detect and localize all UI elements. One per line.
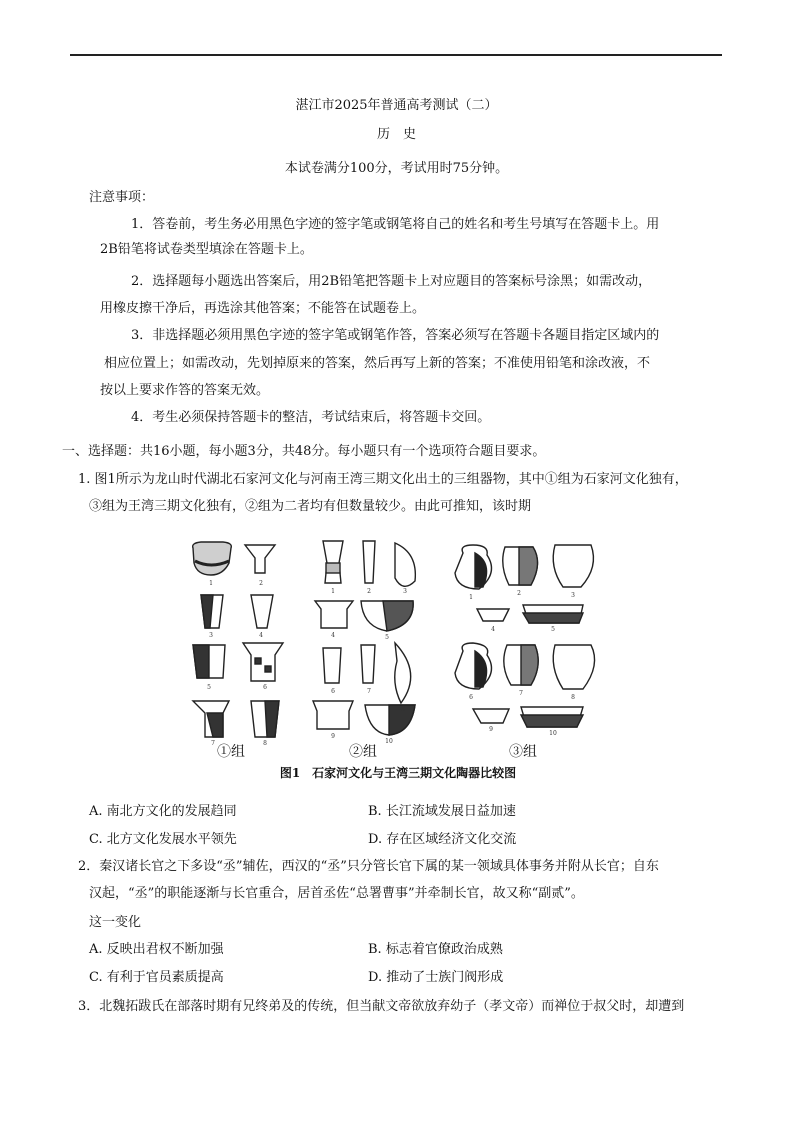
vessel-number: 8	[263, 740, 267, 747]
figure-caption: 图1 石家河文化与王湾三期文化陶器比较图	[279, 766, 517, 780]
group2-vessels	[313, 541, 415, 735]
vessel-number: 2	[367, 588, 371, 595]
vessel-number: 4	[259, 632, 263, 639]
pottery-figure	[183, 533, 613, 783]
q2-stem: 这一变化	[89, 915, 142, 930]
pottery-drawing	[183, 533, 613, 783]
group1-vessels	[193, 542, 283, 737]
vessel-number: 4	[331, 632, 335, 639]
vessel-number: 3	[209, 632, 213, 639]
q1-option-d[interactable]: D. 存在区域经济文化交流	[368, 832, 517, 847]
notice-line: 用橡皮擦干净后，再选涂其他答案；不能答在试题卷上。	[100, 301, 426, 316]
q2-stem: 汉起，“丞”的职能逐渐与长官重合，居首丞佐“总署曹事”并牵制长官，故又称“副贰”。	[89, 886, 584, 901]
vessel-number: 8	[401, 706, 405, 713]
exam-title: 湛江市2025年普通高考测试（二）	[295, 98, 498, 113]
vessel-number: 2	[517, 590, 521, 597]
vessel-number: 9	[331, 733, 335, 740]
q2-stem: 2．秦汉诸长官之下多设“丞”辅佐，西汉的“丞”只分管长官下属的某一领域具体事务并附从长官；自东	[78, 859, 659, 874]
vessel-number: 1	[331, 588, 335, 595]
vessel-number: 7	[211, 740, 215, 747]
exam-info: 本试卷满分100分，考试用时75分钟。	[284, 161, 509, 176]
vessel-number: 5	[385, 634, 389, 641]
vessel-number: 10	[549, 730, 557, 737]
vessel-number: 1	[209, 580, 213, 587]
vessel-number: 4	[491, 626, 495, 633]
notice-heading: 注意事项：	[89, 190, 155, 205]
q3-stem: 3．北魏拓跋氏在部落时期有兄终弟及的传统，但当献文帝欲放弃幼子（孝文帝）而禅位于叔父时，却遭到	[78, 999, 685, 1014]
vessel-number: 6	[469, 694, 473, 701]
group-label-1: ①组	[217, 744, 245, 760]
vessel-number: 2	[259, 580, 263, 587]
q1-stem: 1. 图1所示为龙山时代湖北石家河文化与河南王湾三期文化出土的三组器物，其中①组为石家河文化独有，	[78, 472, 688, 487]
notice-line: 1．答卷前，考生务必用黑色字迹的签字笔或钢笔将自己的姓名和考生号填写在答题卡上。用	[131, 217, 660, 232]
subject-title: 历 史	[376, 127, 416, 142]
notice-line: 2．选择题每小题选出答案后，用2B铅笔把答题卡上对应题目的答案标号涂黑；如需改动，	[131, 274, 652, 289]
vessel-number: 10	[385, 738, 393, 745]
notice-line: 按以上要求作答的答案无效。	[100, 383, 270, 398]
q1-option-a[interactable]: A. 南北方文化的发展趋同	[89, 804, 237, 819]
section-heading: 一、选择题：共16小题，每小题3分，共48分。每小题只有一个选项符合题目要求。	[62, 444, 546, 459]
group-label-2: ②组	[349, 744, 377, 760]
notice-line: 相应位置上；如需改动，先划掉原来的答案，然后再写上新的答案；不准使用铅笔和涂改液，不	[104, 356, 651, 371]
q2-option-b[interactable]: B. 标志着官僚政治成熟	[368, 942, 503, 957]
vessel-number: 5	[207, 684, 211, 691]
vessel-number: 1	[469, 594, 473, 601]
group-label-3: ③组	[509, 744, 537, 760]
q1-stem: ③组为王湾三期文化独有，②组为二者均有但数量较少。由此可推知，该时期	[89, 499, 532, 514]
vessel-number: 7	[519, 690, 523, 697]
q1-option-b[interactable]: B. 长江流域发展日益加速	[368, 804, 516, 819]
vessel-number: 3	[571, 592, 575, 599]
notice-line: 4．考生必须保持答题卡的整洁，考试结束后，将答题卡交回。	[131, 410, 491, 425]
top-rule	[70, 54, 722, 56]
vessel-number: 7	[367, 688, 371, 695]
notice-line: 3．非选择题必须用黑色字迹的签字笔或钢笔作答，答案必须写在答题卡各题目指定区域内的	[131, 328, 660, 343]
vessel-number: 8	[571, 694, 575, 701]
vessel-number: 6	[263, 684, 267, 691]
vessel-number: 9	[489, 726, 493, 733]
vessel-number: 6	[331, 688, 335, 695]
q1-option-c[interactable]: C. 北方文化发展水平领先	[89, 832, 237, 847]
vessel-number: 5	[551, 626, 555, 633]
q2-option-a[interactable]: A. 反映出君权不断加强	[89, 942, 224, 957]
q2-option-c[interactable]: C. 有利于官员素质提高	[89, 970, 224, 985]
vessel-number: 3	[403, 588, 407, 595]
notice-line: 2B铅笔将试卷类型填涂在答题卡上。	[100, 242, 313, 257]
q2-option-d[interactable]: D. 推动了士族门阀形成	[368, 970, 504, 985]
